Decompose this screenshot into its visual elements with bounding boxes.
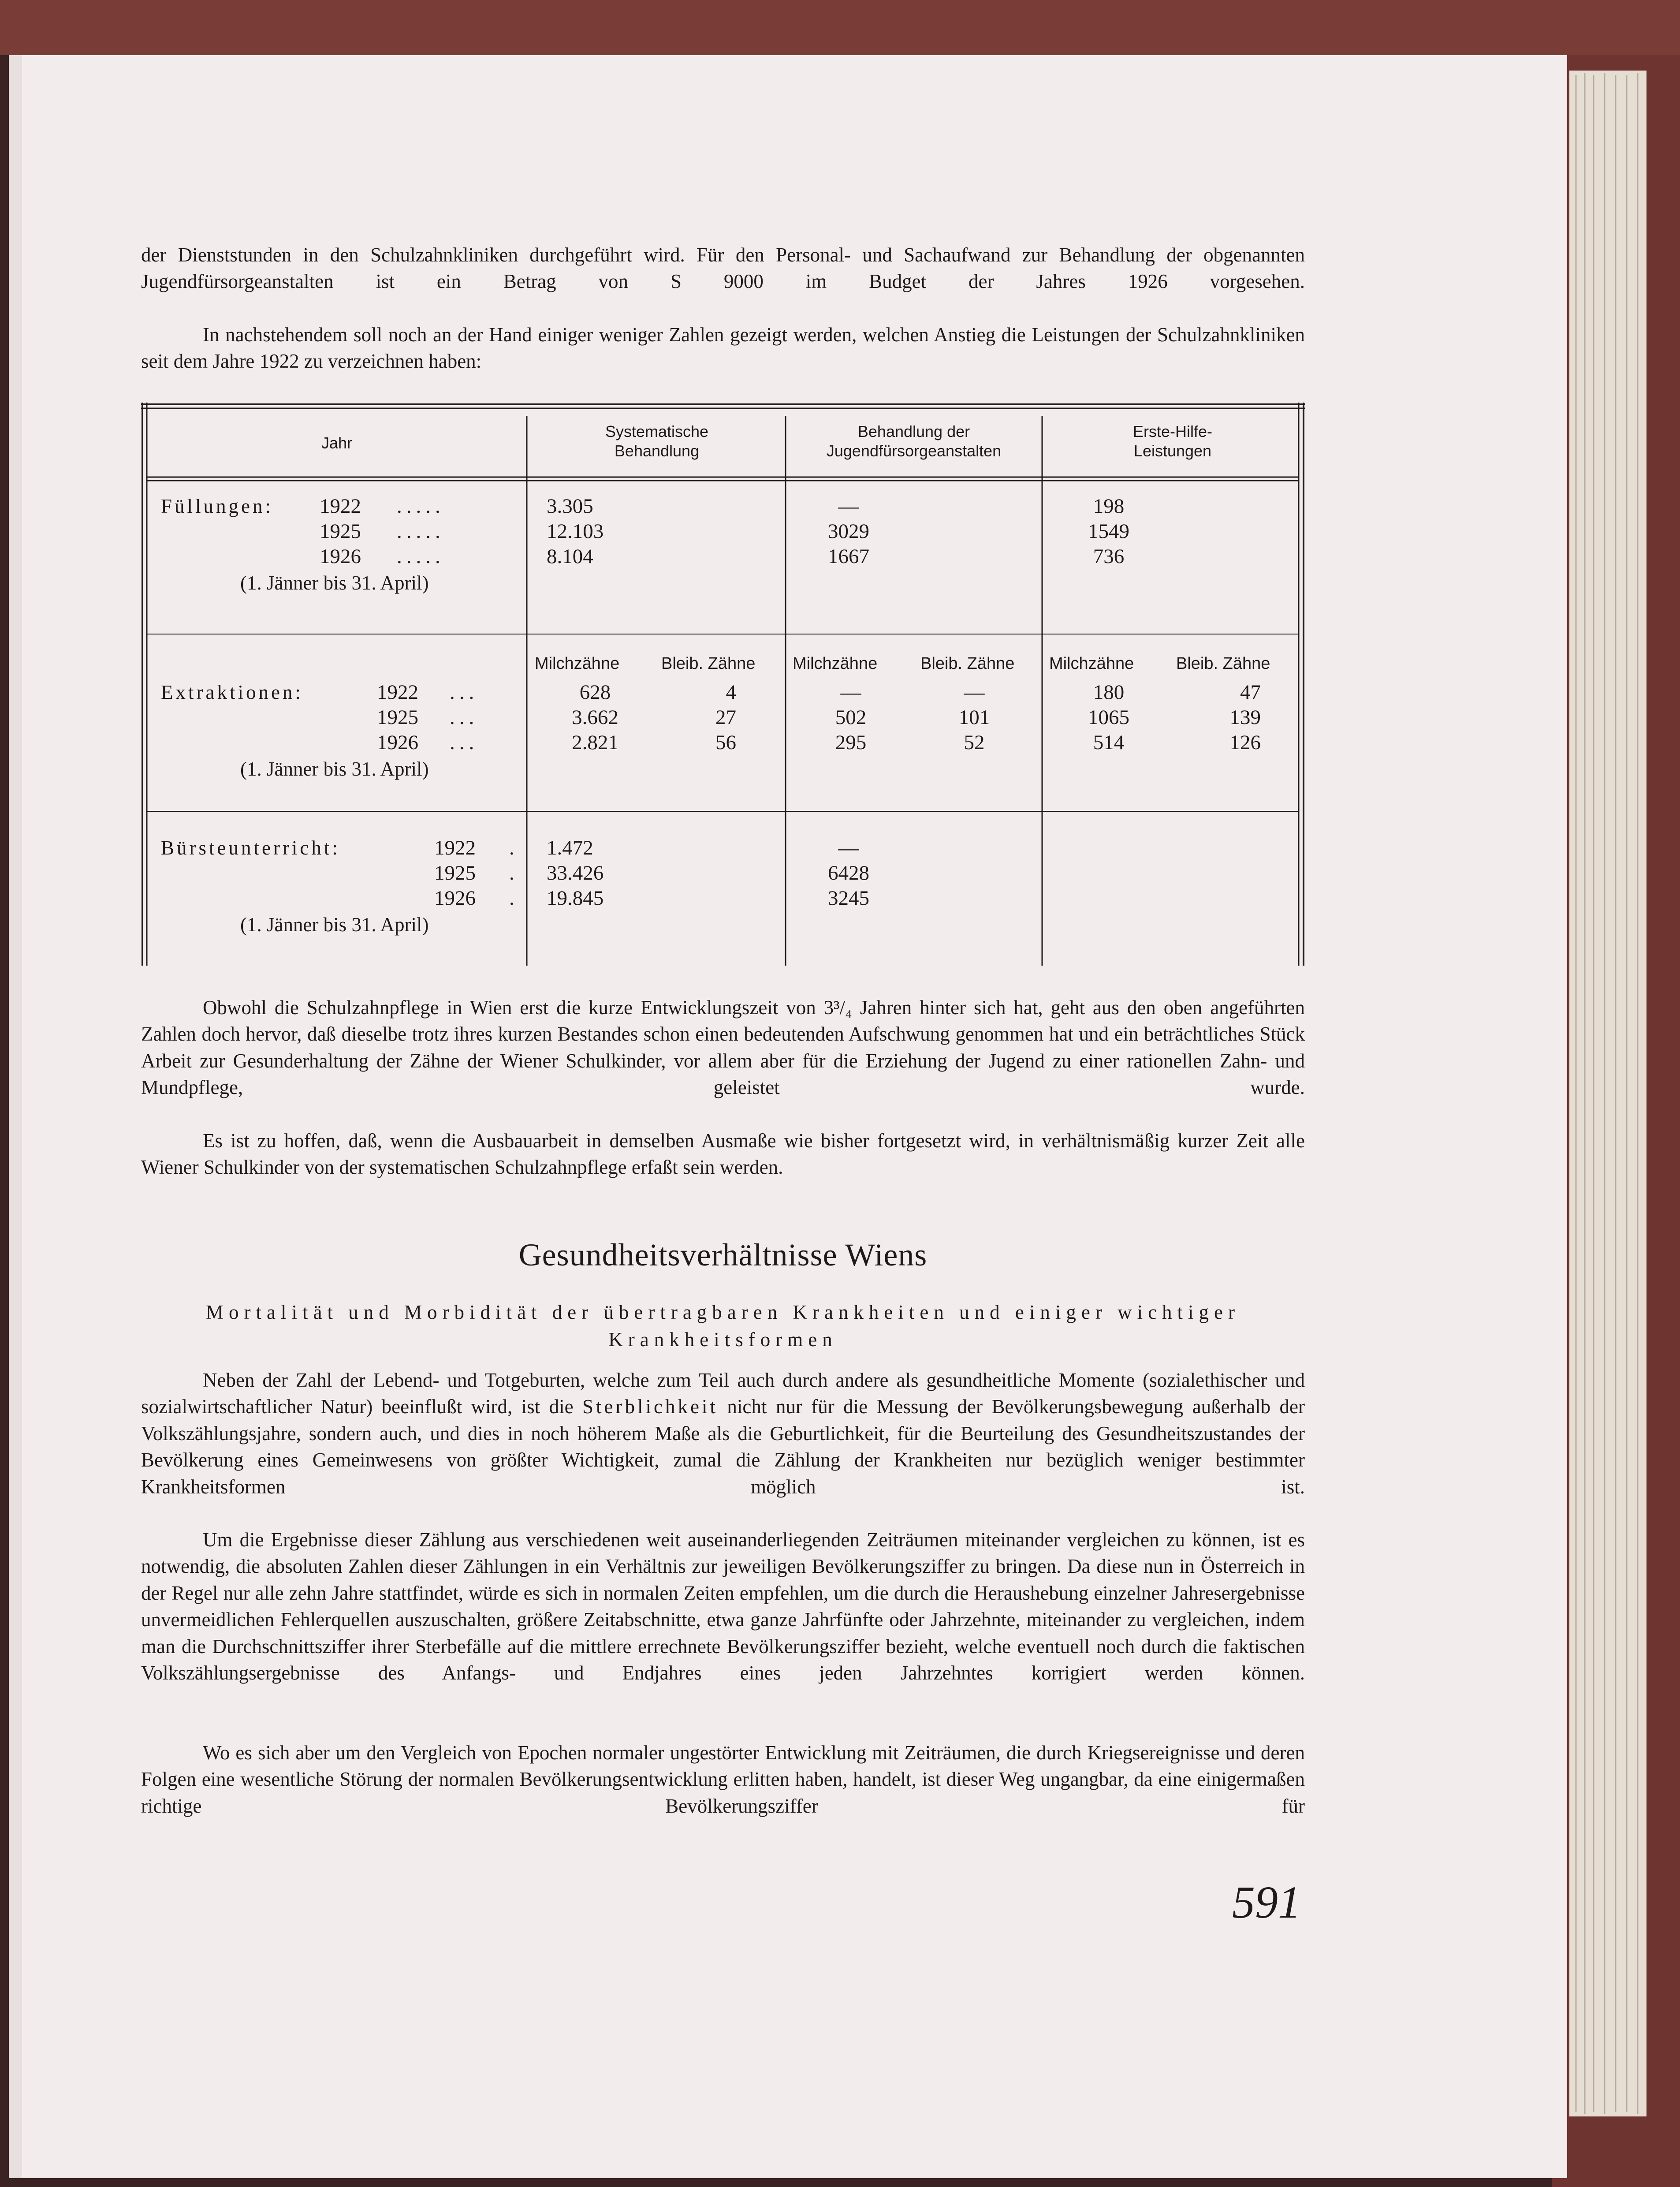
- value-cell: 52: [964, 731, 985, 754]
- paragraph-text: Neben der Zahl der Lebend- und Totgeburten, welche zum Teil auch durch andere als gesundheitliche Momente (sozialethischer und sozialwirtschaftlicher Natur) beeinflußt wird, ist die: [141, 1369, 1305, 1418]
- value-cell: 27: [715, 706, 736, 729]
- row-label-fuellungen: Füllungen:: [161, 495, 274, 517]
- value-cell: —: [964, 681, 985, 704]
- period-note: (1. Jänner bis 31. April): [240, 758, 429, 780]
- section-subheading: Mortalität und Morbidität der übertragbaren Krankheiten und einiger wichtiger Krankheitsformen: [205, 1301, 1240, 1351]
- value-cell: 628: [579, 681, 611, 704]
- paragraph-budget: der Dienststunden in den Schulzahnkliniken durchgeführt wird. Für den Personal- und Sachaufwand zur Behandlung der obgenannten Jugendfürsorgeanstalten ist ein Betrag von S 9000 im Budget der Jahres 1926 vorgesehen.: [141, 244, 1305, 293]
- value-cell: 1065: [1088, 706, 1129, 729]
- value-cell: 1549: [1088, 520, 1129, 543]
- year-cell: 1926: [434, 887, 476, 910]
- header-systematische-behandlung: Systematische Behandlung: [605, 422, 709, 460]
- subheader-milchzaehne: Milchzähne: [535, 654, 620, 673]
- value-cell: 12.103: [547, 520, 604, 543]
- leader-dots: .....: [397, 545, 445, 568]
- section-heading: Gesundheitsverhältnisse Wiens: [518, 1237, 928, 1273]
- subheader-milchzaehne: Milchzähne: [1049, 654, 1134, 673]
- leader-dots: .: [509, 887, 514, 910]
- header-erste-hilfe: Erste-Hilfe-Leistungen: [1132, 422, 1213, 460]
- value-cell: 502: [835, 706, 867, 729]
- year-cell: 1925: [377, 706, 418, 729]
- value-cell: 736: [1093, 545, 1125, 568]
- leader-dots: ...: [450, 731, 479, 754]
- paragraph-schulzahnpflege: Obwohl die Schulzahnpflege in Wien erst die kurze Entwicklungszeit von 3³/₄ Jahren hinter sich hat, geht aus den oben angeführten Zahlen doch hervor, daß dieselbe trotz ihres kurzen Bestandes schon einen bedeutenden Aufschwung genommen hat und ein beträchtliches Stück Arbeit zur Gesunderhaltung der Zähne der Wiener Schulkinder, vor allem aber für die Erziehung der Jugend zu einer rationellen Zahn- und Mundpflege, geleistet wurde.: [141, 996, 1305, 1099]
- subheader-bleibende: Bleib. Zähne: [1176, 654, 1270, 673]
- value-cell: 56: [715, 731, 736, 754]
- leader-dots: .: [509, 836, 514, 859]
- page-number: 591: [1232, 1877, 1301, 1928]
- statistics-table: [141, 403, 1305, 966]
- value-cell: 1.472: [547, 836, 593, 859]
- value-cell: 198: [1093, 495, 1125, 518]
- period-note: (1. Jänner bis 31. April): [240, 572, 429, 594]
- paragraph-ergebnisse: Um die Ergebnisse dieser Zählung aus verschiedenen weit auseinanderliegenden Zeiträumen miteinander vergleichen zu können, ist es notwendig, die absoluten Zahlen dieser Zählungen in ein Verhältnis zur jeweiligen Bevölkerungsziffer zu bringen. Da diese nun in Österreich in der Regel nur alle zehn Jahre stattfindet, würde es sich in normalen Zeiten empfehlen, um die durch die Heraushebung einzelner Jahresergebnisse unvermeidlichen Fehlerquellen auszuschalten, größere Zeitabschnitte, etwa ganze Jahrfünfte oder Jahrzehnte, miteinander zu vergleichen, indem man die Durchschnittsziffer ihrer Sterbefälle auf die mittlere errechnete Bevölkerungsziffer bezieht, welche eventuell noch durch die faktischen Volkszählungsergebnisse des Anfangs- und Endjahres eines jeden Jahrzehntes korrigiert werden können.: [141, 1529, 1305, 1684]
- leader-dots: .....: [397, 520, 445, 543]
- paragraph-epochen: Wo es sich aber um den Vergleich von Epochen normaler ungestörter Entwicklung mit Zeiträumen, die durch Kriegsereignisse und deren Folgen eine wesentliche Störung der normalen Bevölkerungsentwicklung erlitten haben, handelt, ist dieser Weg ungangbar, da eine einigermaßen richtige Bevölkerungsziffer für: [141, 1742, 1305, 1817]
- paragraph-ausbauarbeit: Es ist zu hoffen, daß, wenn die Ausbauarbeit in demselben Ausmaße wie bisher fortgesetzt wird, in verhältnismäßig kurzer Zeit alle Wiener Schulkinder von der systematischen Schulzahnpflege erfaßt sein werden.: [141, 1130, 1305, 1179]
- subheader-bleibende: Bleib. Zähne: [661, 654, 756, 673]
- paragraph-sterblichkeit: [141, 1367, 1305, 1500]
- value-cell: —: [838, 495, 859, 518]
- value-cell: 1667: [828, 545, 869, 568]
- value-cell: 3.662: [572, 706, 618, 729]
- paragraph-text: nicht nur für die Messung der Bevölkerungsbewegung außerhalb der Volkszählungsjahre, sondern auch, und dies in noch höherem Maße als die Geburtlichkeit, für die Beurteilung des Gesundheitszustandes der Bevölkerung eines Gemeinwesens von größter Wichtigkeit, zumal die Zählung der Krankheiten nur bezüglich weniger bestimmter Krankheitsformen möglich ist.: [141, 1396, 1305, 1498]
- value-cell: 126: [1229, 731, 1261, 754]
- period-note: (1. Jänner bis 31. April): [240, 914, 429, 936]
- value-cell: 101: [958, 706, 990, 729]
- value-cell: 8.104: [547, 545, 593, 568]
- subheader-milchzaehne: Milchzähne: [793, 654, 878, 673]
- row-label-buersteunterricht: Bürsteunterricht:: [161, 837, 340, 859]
- value-cell: 139: [1229, 706, 1261, 729]
- value-cell: 3.305: [547, 495, 593, 518]
- year-cell: 1925: [434, 862, 476, 885]
- value-cell: 6428: [828, 862, 869, 885]
- subheader-bleibende: Bleib. Zähne: [920, 654, 1015, 673]
- value-cell: 47: [1240, 681, 1261, 704]
- header-jahr: Jahr: [321, 434, 353, 452]
- year-cell: 1922: [320, 495, 361, 518]
- year-cell: 1926: [320, 545, 361, 568]
- value-cell: 4: [726, 681, 736, 704]
- emphasis-sterblichkeit: Sterblichkeit: [582, 1396, 718, 1418]
- value-cell: —: [840, 681, 861, 704]
- value-cell: 3245: [828, 887, 869, 910]
- value-cell: 3029: [828, 520, 869, 543]
- leader-dots: .: [509, 862, 514, 885]
- value-cell: 180: [1093, 681, 1125, 704]
- year-cell: 1926: [377, 731, 418, 754]
- value-cell: 19.845: [547, 887, 604, 910]
- header-jugendfuersorge: Behandlung der Jugendfürsorgeanstalten: [826, 422, 1002, 460]
- year-cell: 1925: [320, 520, 361, 543]
- year-cell: 1922: [377, 681, 418, 704]
- leader-dots: ...: [450, 681, 479, 704]
- leader-dots: ...: [450, 706, 479, 729]
- row-label-extraktionen: Extraktionen:: [161, 681, 303, 703]
- leader-dots: .....: [397, 495, 445, 518]
- value-cell: —: [838, 836, 859, 859]
- value-cell: 2.821: [572, 731, 618, 754]
- paragraph-intro-table: In nachstehendem soll noch an der Hand einiger weniger Zahlen gezeigt werden, welchen Anstieg die Leistungen der Schulzahnkliniken seit dem Jahre 1922 zu verzeichnen haben:: [141, 324, 1305, 373]
- value-cell: 33.426: [547, 862, 604, 885]
- value-cell: 295: [835, 731, 867, 754]
- year-cell: 1922: [434, 836, 476, 859]
- value-cell: 514: [1093, 731, 1125, 754]
